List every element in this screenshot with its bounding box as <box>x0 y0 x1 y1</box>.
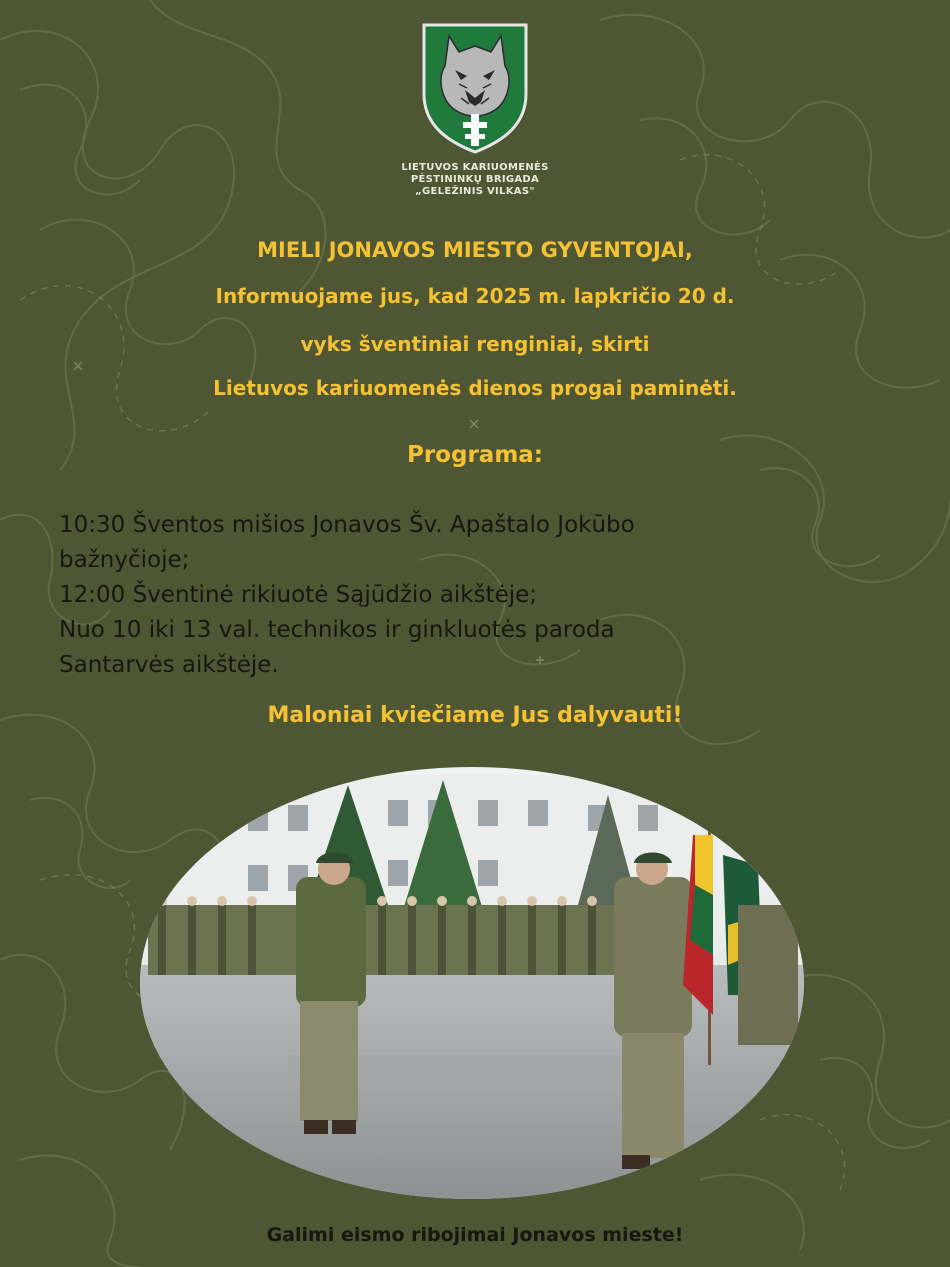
military-parade-photo <box>138 765 806 1201</box>
program-title: Programa: <box>406 442 543 468</box>
program-line: bažnyčioje; <box>59 547 190 573</box>
program-line: 10:30 Šventos mišios Jonavos Šv. Apaštalo Jokūbo <box>59 512 635 538</box>
wolf-shield-icon <box>421 22 529 154</box>
brigade-line: PĖSTININKŲ BRIGADA <box>410 174 540 185</box>
footer-notice: Galimi eismo ribojimai Jonavos mieste! <box>266 1224 684 1246</box>
brigade-line: „GELEŽINIS VILKAS" <box>415 186 535 197</box>
intro-line: vyks šventiniai renginiai, skirti <box>300 332 650 356</box>
program-line: Santarvės aikštėje. <box>59 652 279 678</box>
program-list <box>59 508 919 683</box>
intro-line: Lietuvos kariuomenės dienos progai paminėti. <box>213 376 737 400</box>
headline: MIELI JONAVOS MIESTO GYVENTOJAI, <box>257 238 693 262</box>
invitation: Maloniai kviečiame Jus dalyvauti! <box>267 703 683 728</box>
intro-line: Informuojame jus, kad 2025 m. lapkričio 20 d. <box>215 284 735 308</box>
brigade-name <box>375 162 575 198</box>
brigade-line: LIETUVOS KARIUOMENĖS <box>401 162 549 173</box>
program-line: Nuo 10 iki 13 val. technikos ir ginkluotės paroda <box>59 617 615 643</box>
program-line: 12:00 Šventinė rikiuotė Sąjūdžio aikštėje; <box>59 582 538 608</box>
